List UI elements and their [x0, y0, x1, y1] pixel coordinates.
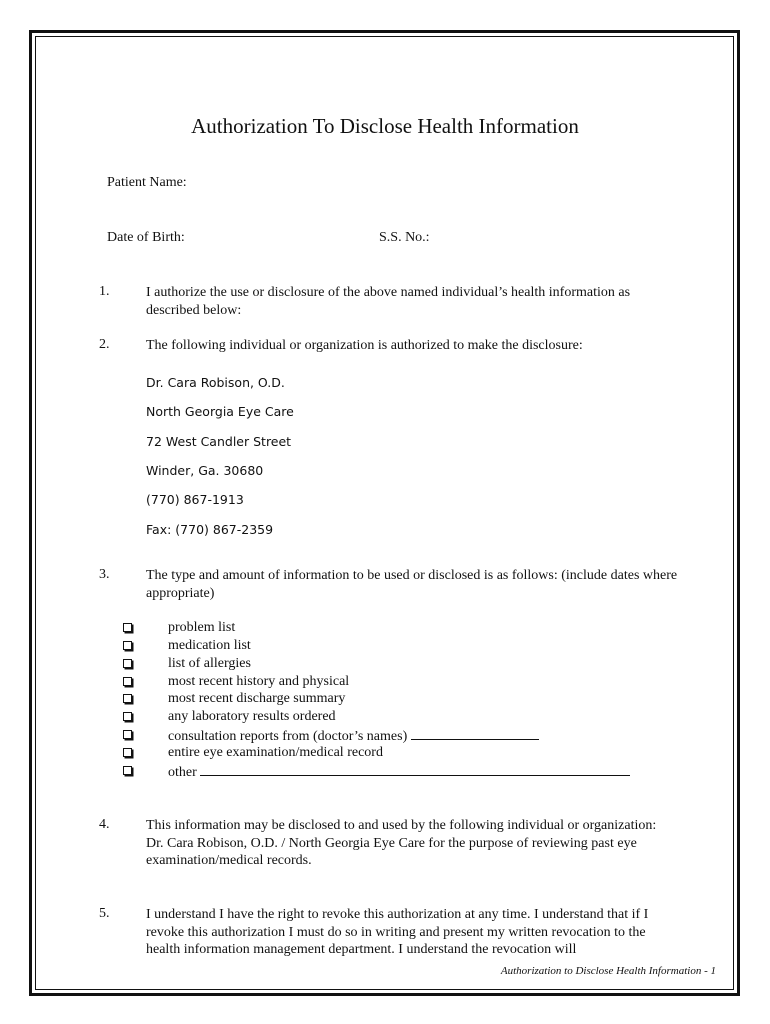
item-number-1: 1.: [99, 284, 110, 299]
checkbox-lab-results[interactable]: [123, 712, 132, 721]
checkbox-history-physical[interactable]: [123, 677, 132, 686]
checkbox-allergies[interactable]: [123, 659, 132, 668]
checkbox-label-lab-results: any laboratory results ordered: [168, 709, 336, 724]
item-number-3: 3.: [99, 567, 110, 582]
document-title: Authorization To Disclose Health Information: [191, 114, 579, 138]
checkbox-medication-list[interactable]: [123, 641, 132, 650]
checkbox-label-discharge-summary: most recent discharge summary: [168, 691, 346, 706]
consultation-doctor-blank[interactable]: [411, 727, 539, 740]
checkbox-problem-list[interactable]: [123, 623, 132, 632]
item-text-4: This information may be disclosed to and used by the following individual or organization: Dr. Cara Robison, O.D. / North Georgia Eye Care for the purpose of reviewing past eye examination/medical records.: [146, 818, 657, 868]
provider-street: 72 West Candler Street: [146, 434, 292, 449]
page-footer: Authorization to Disclose Health Information - 1: [500, 965, 716, 977]
checkbox-label-allergies: list of allergies: [168, 656, 251, 671]
provider-city: Winder, Ga. 30680: [146, 463, 264, 478]
item-text-2: The following individual or organization is authorized to make the disclosure:: [146, 338, 583, 353]
provider-practice: North Georgia Eye Care: [146, 404, 294, 419]
item-number-4: 4.: [99, 817, 110, 832]
checkbox-label-other: other: [168, 763, 630, 781]
other-blank[interactable]: [200, 763, 630, 776]
item-text-5: I understand I have the right to revoke this authorization at any time. I understand that if I revoke this authorization I must do so in writing and present my written revocation to the health information management department. I understand the revocation will: [146, 907, 649, 957]
checkbox-label-consultation-reports: consultation reports from (doctor’s names): [168, 727, 539, 745]
checkbox-other[interactable]: [123, 766, 132, 775]
checkbox-label-medication-list: medication list: [168, 638, 251, 653]
checkbox-eye-exam-record[interactable]: [123, 748, 132, 757]
provider-fax: Fax: (770) 867-2359: [146, 522, 274, 537]
ssn-label: S.S. No.:: [379, 230, 430, 245]
checkbox-label-eye-exam-record: entire eye examination/medical record: [168, 745, 383, 760]
provider-phone: (770) 867-1913: [146, 492, 244, 507]
checkbox-label-history-physical: most recent history and physical: [168, 674, 350, 689]
provider-name: Dr. Cara Robison, O.D.: [146, 375, 285, 390]
checkbox-discharge-summary[interactable]: [123, 694, 132, 703]
patient-name-label: Patient Name:: [107, 175, 187, 190]
item-text-3: The type and amount of information to be used or disclosed is as follows: (include dates where appropriate): [146, 568, 678, 601]
date-of-birth-label: Date of Birth:: [107, 230, 185, 245]
checkbox-consultation-reports[interactable]: [123, 730, 132, 739]
item-number-5: 5.: [99, 906, 110, 921]
item-number-2: 2.: [99, 337, 110, 352]
item-text-1: I authorize the use or disclosure of the above named individual’s health information as described below:: [146, 285, 631, 318]
checkbox-label-problem-list: problem list: [168, 620, 236, 635]
